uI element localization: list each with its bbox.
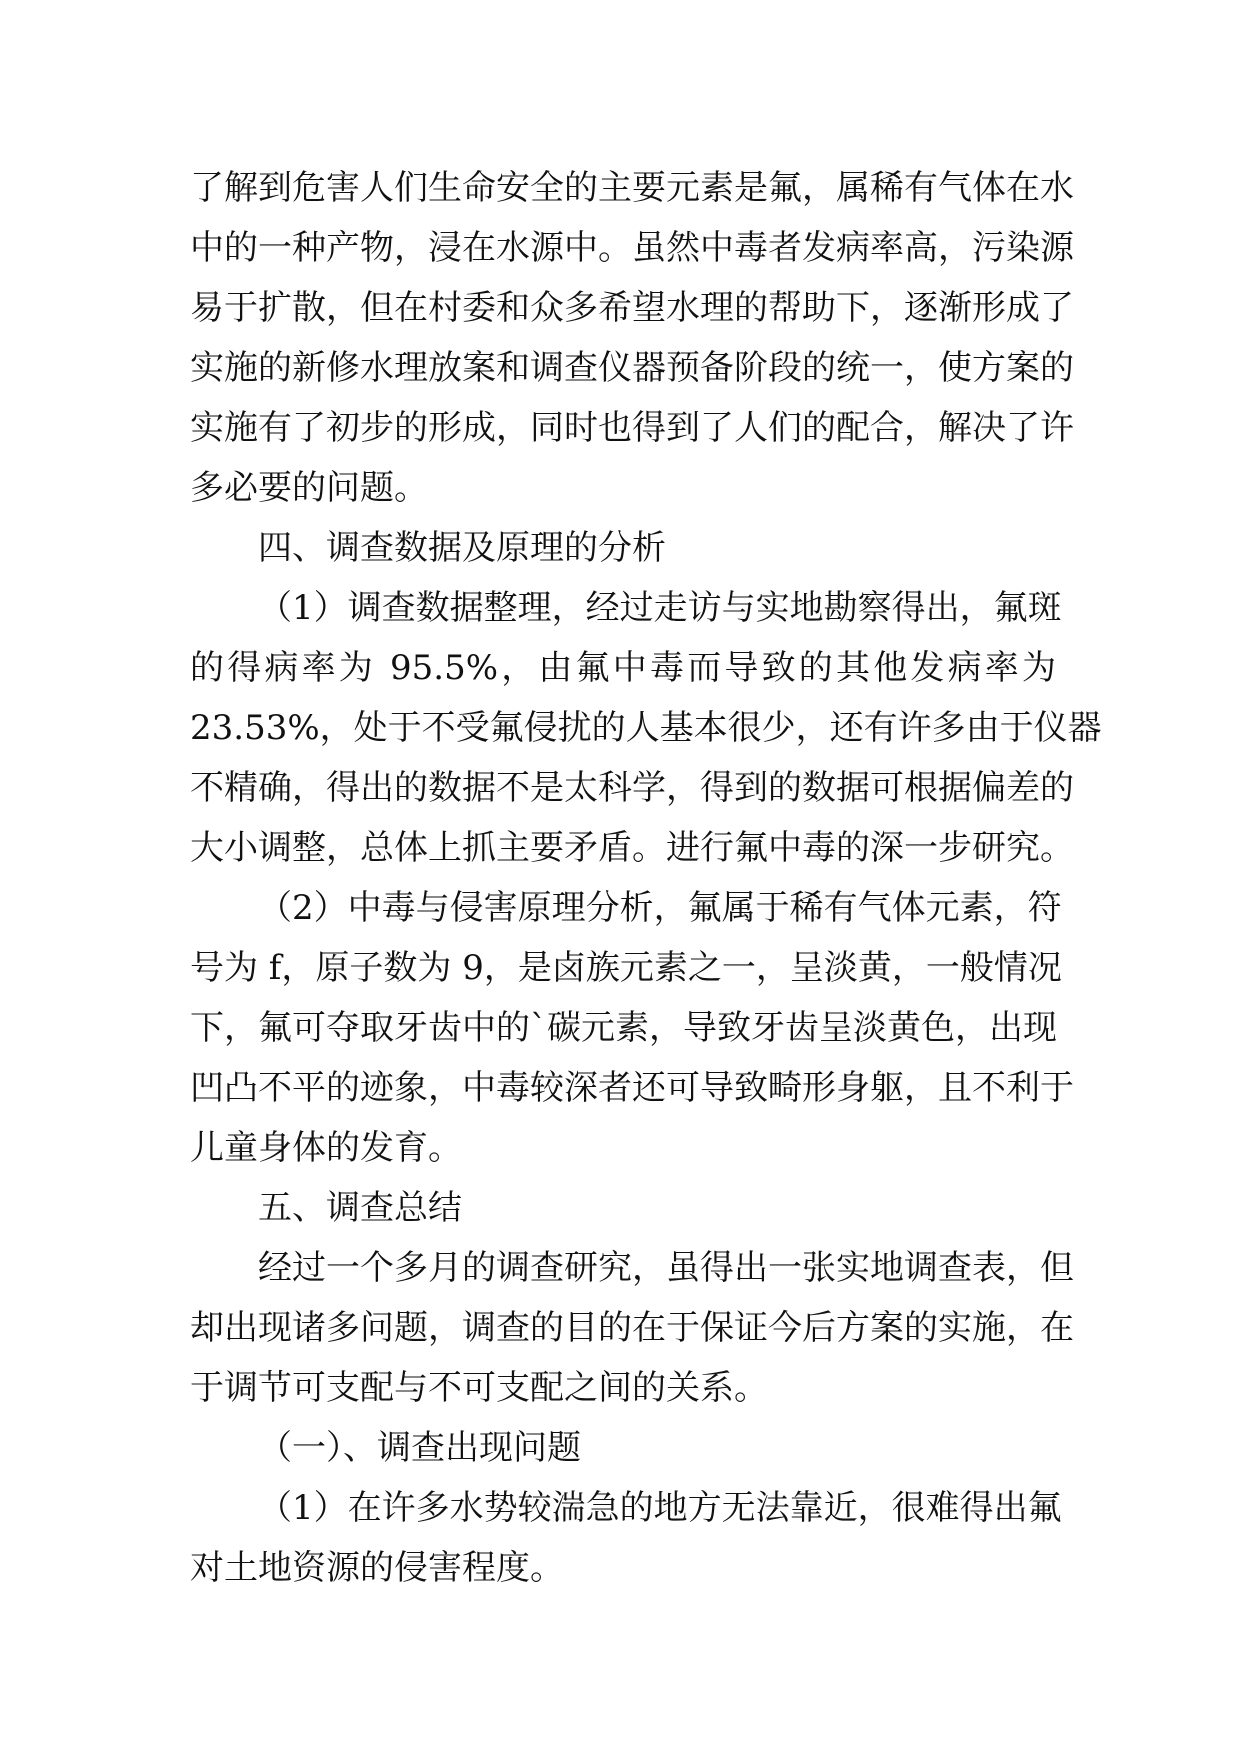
paragraph-item xyxy=(190,578,1102,878)
text-line: 23.53%，处于不受氟侵扰的人基本很少，还有许多由于仪器 xyxy=(190,708,1102,748)
document-body xyxy=(190,158,1102,1598)
text-line: 大小调整，总体上抓主要矛盾。进行氟中毒的深一步研究。 xyxy=(190,828,1074,868)
text-line: 的得病率为 95.5%，由氟中毒而导致的其他发病率为 xyxy=(190,648,1056,688)
paragraph-item xyxy=(190,1478,1062,1598)
text-line: （1）在许多水势较湍急的地方无法靠近，很难得出氟 xyxy=(258,1488,1062,1528)
text-line: （1）调查数据整理，经过走访与实地勘察得出，氟斑 xyxy=(258,588,1062,628)
text-line: 实施的新修水理放案和调查仪器预备阶段的统一，使方案的 xyxy=(190,348,1074,388)
paragraph-item xyxy=(190,878,1074,1178)
section-heading xyxy=(190,1178,1056,1238)
heading-text: （一）、调查出现问题 xyxy=(258,1428,581,1468)
text-line: （2）中毒与侵害原理分析，氟属于稀有气体元素，符 xyxy=(258,888,1062,928)
text-line: 于调节可支配与不可支配之间的关系。 xyxy=(190,1368,768,1408)
text-line: 下，氟可夺取牙齿中的`碳元素，导致牙齿呈淡黄色，出现 xyxy=(190,1008,1057,1048)
text-line: 号为 f，原子数为 9，是卤族元素之一，呈淡黄，一般情况 xyxy=(190,948,1062,988)
text-line: 了解到危害人们生命安全的主要元素是氟，属稀有气体在水 xyxy=(190,168,1074,208)
text-line: 易于扩散，但在村委和众多希望水理的帮助下，逐渐形成了 xyxy=(190,288,1074,328)
text-line: 中的一种产物，浸在水源中。虽然中毒者发病率高，污染源 xyxy=(190,228,1074,268)
text-line: 多必要的问题。 xyxy=(190,468,428,508)
section-heading xyxy=(190,518,1056,578)
text-line: 不精确，得出的数据不是太科学，得到的数据可根据偏差的 xyxy=(190,768,1074,808)
text-line: 凹凸不平的迹象，中毒较深者还可导致畸形身躯，且不利于 xyxy=(190,1068,1074,1108)
text-line: 儿童身体的发育。 xyxy=(190,1128,462,1168)
paragraph-intro xyxy=(190,158,1074,518)
text-line: 却出现诸多问题，调查的目的在于保证今后方案的实施，在 xyxy=(190,1308,1074,1348)
heading-text: 五、调查总结 xyxy=(258,1188,462,1228)
text-line: 对土地资源的侵害程度。 xyxy=(190,1548,564,1588)
text-line: 经过一个多月的调查研究，虽得出一张实地调查表，但 xyxy=(258,1248,1074,1288)
text-line: 实施有了初步的形成，同时也得到了人们的配合，解决了许 xyxy=(190,408,1074,448)
heading-text: 四、调查数据及原理的分析 xyxy=(258,528,666,568)
subsection-heading xyxy=(190,1418,1056,1478)
paragraph-body xyxy=(190,1238,1074,1418)
